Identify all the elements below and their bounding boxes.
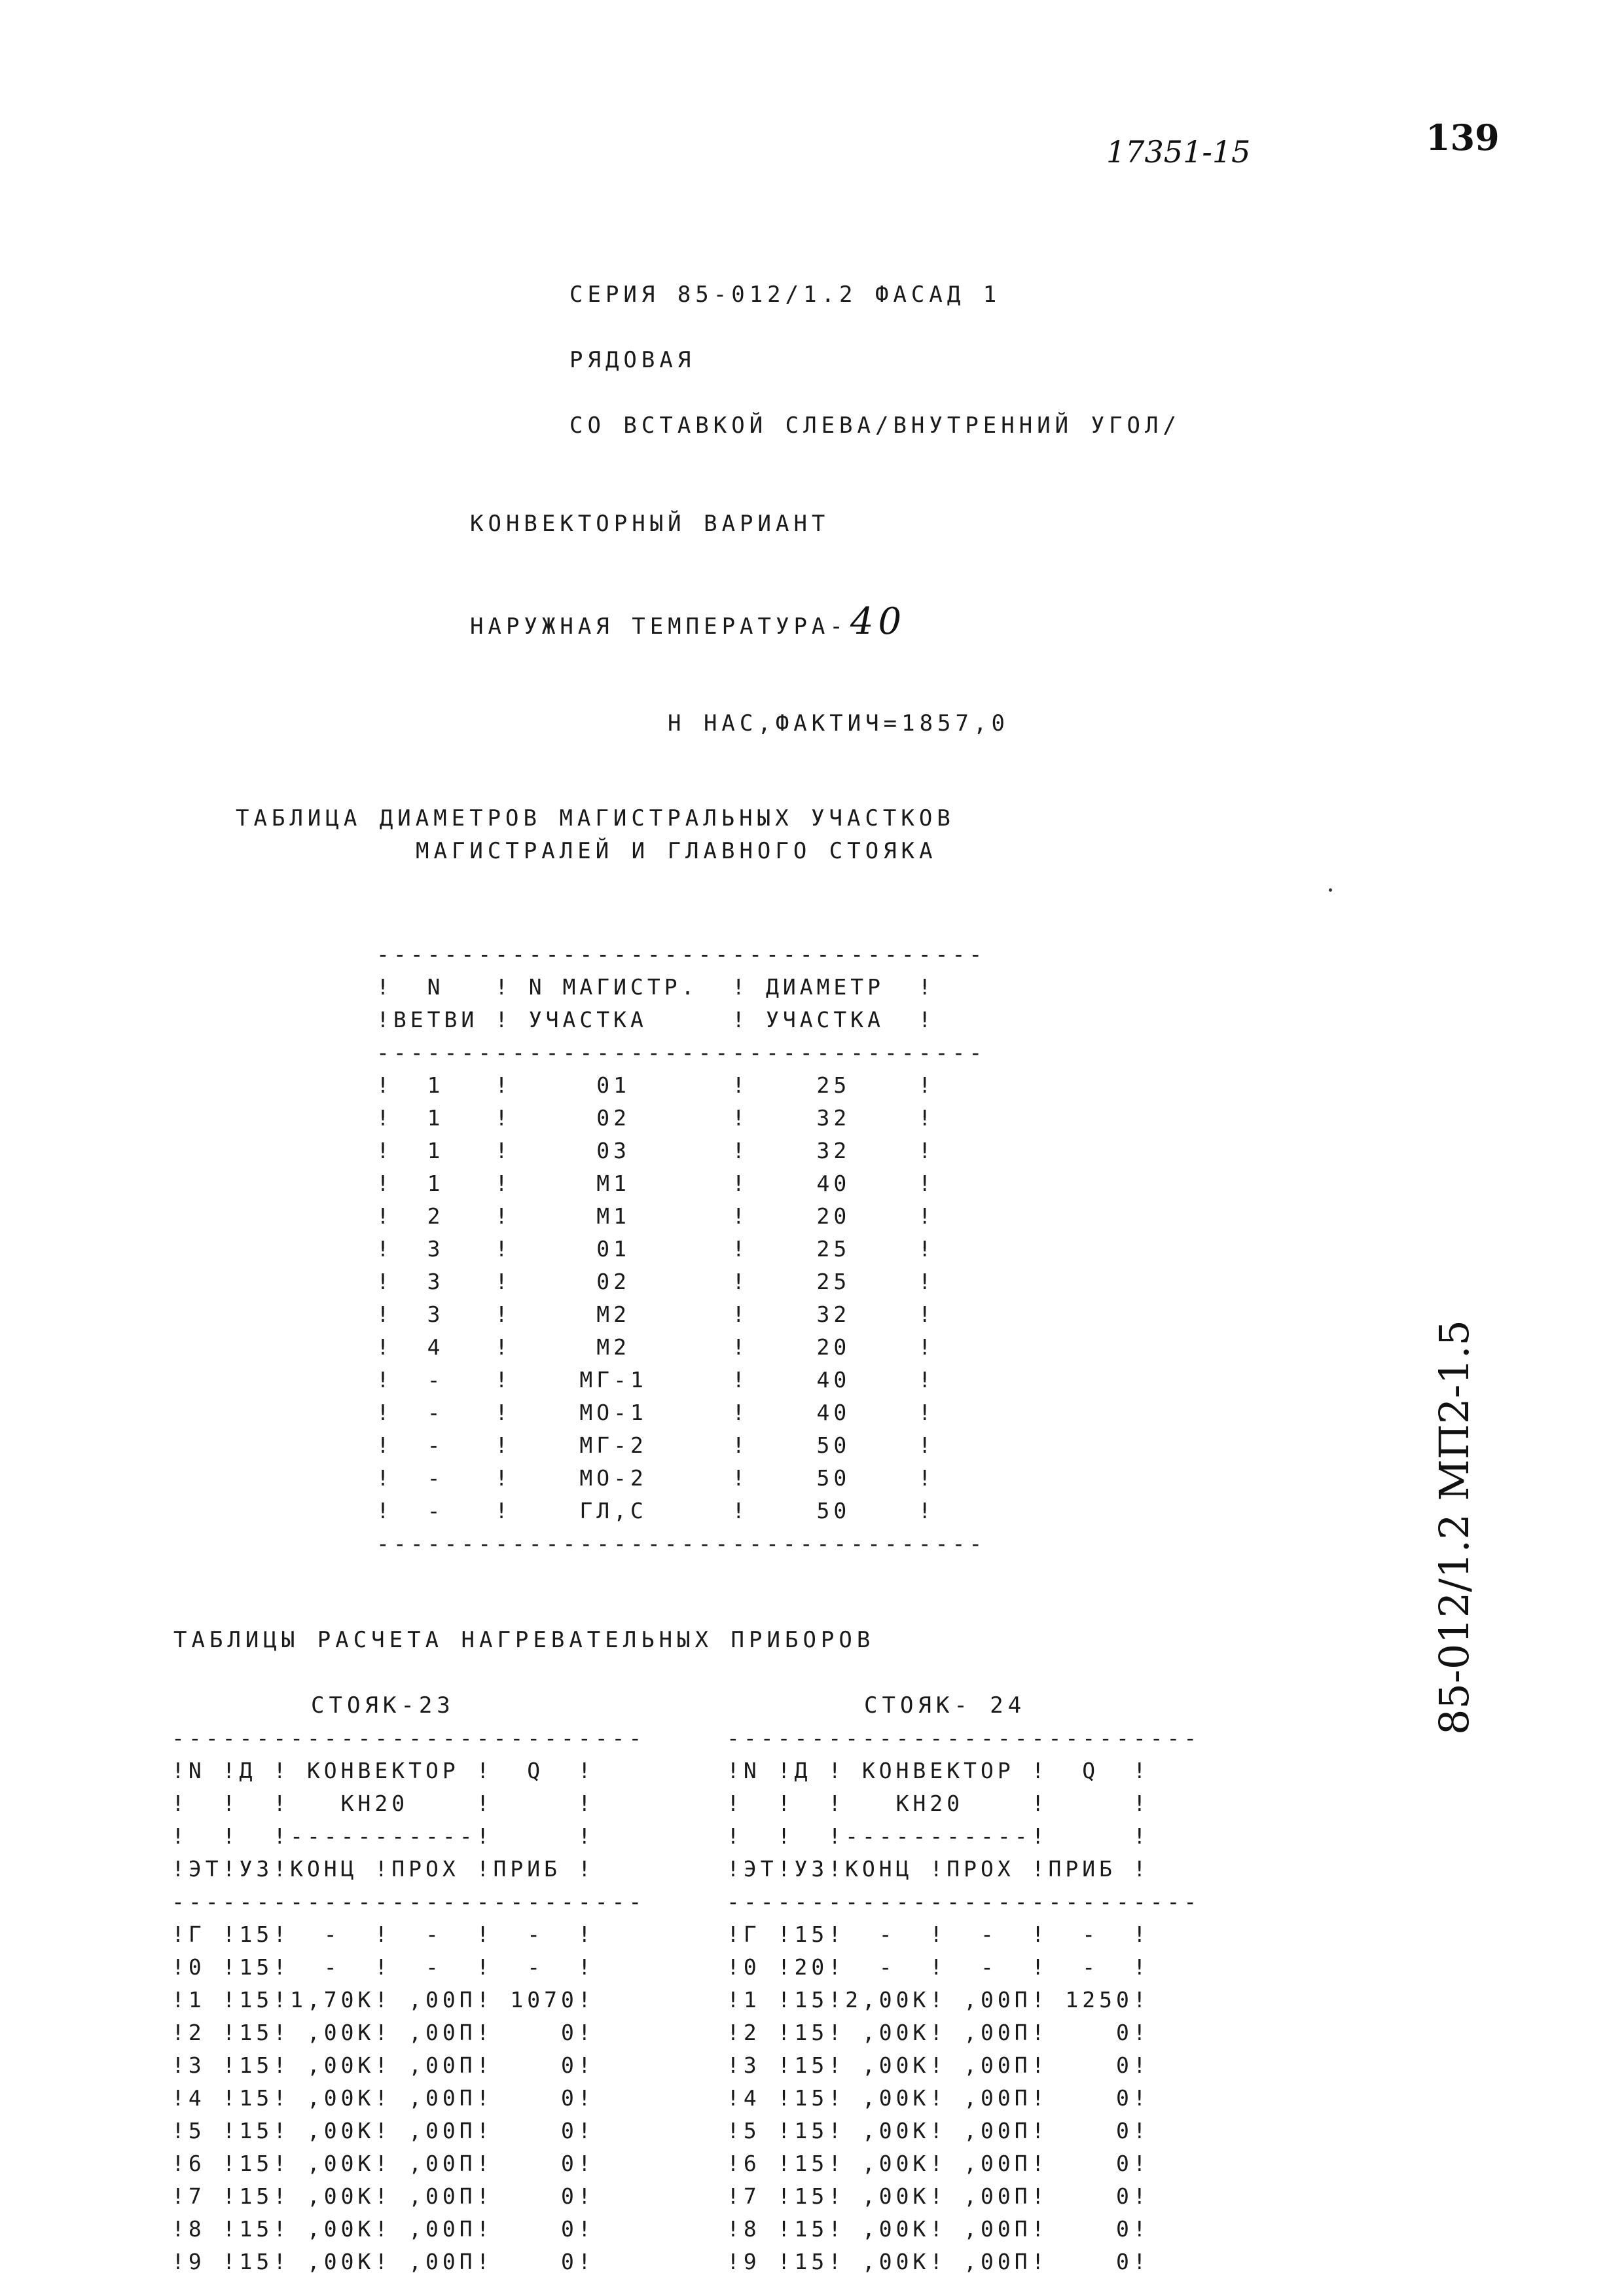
side-code-handwritten: 85-012/1.2 МП2-1.5 xyxy=(1430,1320,1478,1735)
page-number: 139 xyxy=(1426,117,1500,158)
table-row: !9 !15! ,00К! ,00П! 0! xyxy=(171,2249,595,2274)
riser-23-title: СТОЯК-23 xyxy=(311,1692,455,1719)
table-rule: ---------------------------- xyxy=(727,1725,1201,1751)
riser-24-table xyxy=(727,1722,1200,2278)
table-row: !6 !15! ,00К! ,00П! 0! xyxy=(171,2151,595,2176)
table-header-row: !ЭТ!УЗ!КОНЦ !ПРОХ !ПРИБ ! xyxy=(171,1856,595,1882)
table-row: ! - ! МГ-2 ! 50 ! xyxy=(376,1432,935,1458)
temperature-label: НАРУЖНАЯ ТЕМПЕРАТУРА- xyxy=(470,613,848,640)
table-row: ! 1 ! 03 ! 32 ! xyxy=(376,1138,935,1163)
variant-line: КОНВЕКТОРНЫЙ ВАРИАНТ xyxy=(470,511,830,537)
table-rule: ---------------------------- xyxy=(727,1889,1201,1914)
doc-code-handwritten: 17351-15 xyxy=(1106,134,1251,170)
table-rule: ------------------------------------ xyxy=(376,1040,986,1065)
table-header-row: ! ! !-----------! ! xyxy=(171,1823,595,1849)
table-row: ! 1 ! 01 ! 25 ! xyxy=(376,1072,935,1098)
table-row: !2 !15! ,00К! ,00П! 0! xyxy=(171,2020,595,2045)
table-header-row: ! ! !-----------! ! xyxy=(727,1823,1150,1849)
table-row: ! 1 ! М1 ! 40 ! xyxy=(376,1171,935,1196)
table-row: !2 !15! ,00К! ,00П! 0! xyxy=(727,2020,1150,2045)
temperature-line xyxy=(470,600,907,643)
table-row: !6 !15! ,00К! ,00П! 0! xyxy=(727,2151,1150,2176)
diameters-title-line1: ТАБЛИЦА ДИАМЕТРОВ МАГИСТРАЛЬНЫХ УЧАСТКОВ xyxy=(236,805,955,831)
pressure-line: Н НАС,ФАКТИЧ=1857,0 xyxy=(668,710,1009,737)
table-row: !0 !20! - ! - ! - ! xyxy=(727,1954,1150,1980)
table-header-row: !N !Д ! КОНВЕКТОР ! Q ! xyxy=(727,1758,1150,1783)
table-rule: ------------------------------------ xyxy=(376,1531,986,1556)
riser-24-title: СТОЯК- 24 xyxy=(864,1692,1026,1719)
table-row: !8 !15! ,00К! ,00П! 0! xyxy=(171,2216,595,2242)
table-header-row: !ВЕТВИ ! УЧАСТКА ! УЧАСТКА ! xyxy=(376,1007,935,1032)
table-row: ! 3 ! 01 ! 25 ! xyxy=(376,1236,935,1262)
table-row: !4 !15! ,00К! ,00П! 0! xyxy=(727,2085,1150,2111)
table-header-row: !N !Д ! КОНВЕКТОР ! Q ! xyxy=(171,1758,595,1783)
table-row: ! 1 ! 02 ! 32 ! xyxy=(376,1105,935,1131)
speck-mark xyxy=(1329,888,1332,892)
insert-line: СО ВСТАВКОЙ СЛЕВА/ВНУТРЕННИЙ УГОЛ/ xyxy=(569,412,1181,439)
table-row: !9 !15! ,00К! ,00П! 0! xyxy=(727,2249,1150,2274)
table-row: !5 !15! ,00К! ,00П! 0! xyxy=(727,2118,1150,2143)
table-row: !Г !15! - ! - ! - ! xyxy=(727,1922,1150,1947)
series-line: СЕРИЯ 85-012/1.2 ФАСАД 1 xyxy=(569,282,1001,308)
table-row: !7 !15! ,00К! ,00П! 0! xyxy=(171,2183,595,2209)
table-row: !5 !15! ,00К! ,00П! 0! xyxy=(171,2118,595,2143)
table-row: !3 !15! ,00К! ,00П! 0! xyxy=(727,2052,1150,2078)
table-row: !1 !15!2,00К! ,00П! 1250! xyxy=(727,1987,1150,2013)
table-row: ! - ! МО-1 ! 40 ! xyxy=(376,1400,935,1425)
riser-23-table xyxy=(171,1722,645,2278)
table-header-row: ! N ! N МАГИСТР. ! ДИАМЕТР ! xyxy=(376,974,935,1000)
table-row: ! - ! ГЛ,С ! 50 ! xyxy=(376,1498,935,1523)
table-row: ! - ! МГ-1 ! 40 ! xyxy=(376,1367,935,1393)
type-line: РЯДОВАЯ xyxy=(569,347,696,373)
table-header-row: !ЭТ!УЗ!КОНЦ !ПРОХ !ПРИБ ! xyxy=(727,1856,1150,1882)
table-row: !3 !15! ,00К! ,00П! 0! xyxy=(171,2052,595,2078)
table-row: !1 !15!1,70К! ,00П! 1070! xyxy=(171,1987,595,2013)
table-row: ! - ! МО-2 ! 50 ! xyxy=(376,1465,935,1491)
diameters-table xyxy=(376,938,986,1560)
diameters-title-line2: МАГИСТРАЛЕЙ И ГЛАВНОГО СТОЯКА xyxy=(416,838,937,864)
table-row: !Г !15! - ! - ! - ! xyxy=(171,1922,595,1947)
table-header-row: ! ! ! КН20 ! ! xyxy=(727,1791,1150,1816)
table-header-row: ! ! ! КН20 ! ! xyxy=(171,1791,595,1816)
table-rule: ------------------------------------ xyxy=(376,941,986,967)
table-row: ! 3 ! 02 ! 25 ! xyxy=(376,1269,935,1294)
heaters-title: ТАБЛИЦЫ РАСЧЕТА НАГРЕВАТЕЛЬНЫХ ПРИБОРОВ xyxy=(173,1627,875,1653)
table-row: !0 !15! - ! - ! - ! xyxy=(171,1954,595,1980)
table-row: ! 2 ! М1 ! 20 ! xyxy=(376,1203,935,1229)
table-row: ! 3 ! М2 ! 32 ! xyxy=(376,1302,935,1327)
temperature-value: 40 xyxy=(850,600,907,643)
table-row: ! 4 ! М2 ! 20 ! xyxy=(376,1334,935,1360)
table-row: !7 !15! ,00К! ,00П! 0! xyxy=(727,2183,1150,2209)
table-rule: ---------------------------- xyxy=(171,1725,646,1751)
table-rule: ---------------------------- xyxy=(171,1889,646,1914)
table-row: !4 !15! ,00К! ,00П! 0! xyxy=(171,2085,595,2111)
table-row: !8 !15! ,00К! ,00П! 0! xyxy=(727,2216,1150,2242)
